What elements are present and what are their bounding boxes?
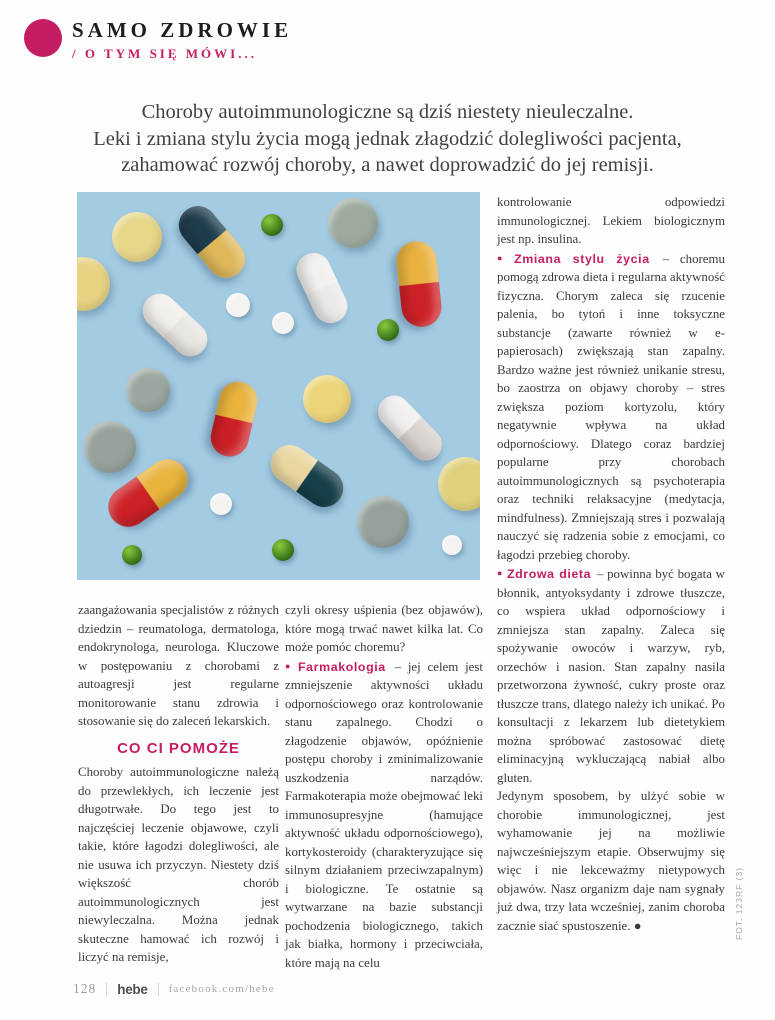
mini-pill — [226, 293, 250, 317]
capsule-pill — [171, 198, 253, 285]
capsule-pill — [136, 287, 215, 364]
paragraph: Choroby autoimmunologiczne należą do przewlekłych, ich leczenie jest długotrwałe. Do tego jest to najczęściej leczenie objawowe, czyli takie, które łagodzi dolegliwości, ale nie usuwa ich przyczyn. Niestety dziś większość chorób autoimmunologicznych jest niewyleczalna. Można jednak skuteczne hamować ich rozwój i liczyć na remisje, — [78, 765, 279, 964]
bullet-label: Zdrowa dieta — [506, 567, 592, 581]
tablet-pill — [126, 368, 170, 412]
section-topic: / O TYM SIĘ MÓWI... — [72, 46, 257, 61]
bullet-text: – choremu pomogą zdrowa dieta i regularna aktywność fizyczna. Chorym zaleca się rzucenie palenia, bo tytoń i inne toksyczne substancje (zawarte również w e-papierosach) zwiększają stan zapalny. Bardzo ważne jest również unikanie stresu, bo zaostrza on objawy choroby – stres zwiększa poziom kortyzolu, który negatywnie wpływa na układ odpornościowy. Dlatego coraz bardziej popularne przy chorobach autoimmunologicznych są psychoterapia oraz techniki relaksacyjne (medytacja, mindfulness). Zmniejszają stres i pozwalają nauczyć się radzenia sobie z emocjami, co łagodzi przebieg choroby. — [497, 251, 726, 562]
capsule-pill — [291, 247, 353, 328]
paragraph: kontrolowanie odpowiedzi immunologicznej. Lekiem biologicznym jest np. insulina. — [497, 195, 725, 246]
tablet-pill — [328, 198, 378, 248]
page-number: 128 — [73, 981, 97, 996]
bullet-icon: ● — [497, 252, 511, 263]
pills-photo — [77, 192, 480, 580]
mini-pill — [272, 312, 294, 334]
gel-pill — [122, 545, 142, 565]
bullet-text: – jej celem jest zmniejszenie aktywności układu odpornościowego oraz kontrolowanie stanu zapalnego. Chodzi o złagodzenie objawów, opóźnienie postępu choroby i zminimalizowanie uszkodzenia narządów. Farmakoterapia może obejmować leki immunosupresyjne (hamujące aktywność układu odpornościowego), kortykosteroidy (charakteryzujące się silnym działaniem przeciwzapalnym) i biologiczne. Te ostatnie są wytwarzane na bazie substancji pochodzenia biologicznego, takich jak białka, hormony i przeciwciała, które mają na celu — [285, 659, 483, 970]
section-title: SAMO ZDROWIE — [72, 18, 293, 42]
mini-pill — [210, 493, 232, 515]
capsule-pill — [395, 239, 444, 329]
column-left — [78, 601, 279, 967]
headline-line-2: Leki i zmiana stylu życia mogą jednak złagodzić dolegliwości pacjenta, — [93, 127, 682, 150]
bullet-icon: ● — [285, 660, 295, 671]
gel-pill — [377, 319, 399, 341]
headline-line-3: zahamować rozwój choroby, a nawet doprowadzić do jej remisji. — [121, 154, 654, 176]
gel-pill — [261, 214, 283, 236]
tablet-pill — [357, 496, 409, 548]
paragraph: zaangażowania specjalistów z różnych dziedzin – reumatologa, dermatologa, endokrynologa, neurologa. Kluczowe w postępowaniu z chorobami z autoagresji jest regularne monitorowanie stanu zdrowia i stosowanie się do zaleceń lekarskich. — [78, 603, 279, 728]
brand-dot-icon — [24, 19, 62, 57]
mini-pill — [442, 535, 462, 555]
tablet-pill — [77, 257, 110, 311]
capsule-pill — [207, 378, 261, 461]
tablet-pill — [303, 375, 351, 423]
page-footer — [73, 981, 275, 997]
bullet-paragraph — [285, 657, 483, 973]
column-right — [497, 193, 725, 935]
footer-divider — [106, 983, 107, 996]
bullet-label: Farmakologia — [298, 659, 386, 674]
tablet-pill — [112, 212, 162, 262]
bullet-paragraph — [497, 249, 725, 565]
headline-line-1: Choroby autoimmunologiczne są dziś niestety nieuleczalne. — [141, 101, 634, 123]
capsule-pill — [263, 437, 350, 514]
column-middle — [285, 601, 483, 972]
article-headline — [40, 99, 735, 179]
footer-divider — [158, 983, 159, 996]
tablet-pill — [438, 457, 480, 511]
bullet-label: Zmiana stylu życia — [514, 251, 650, 266]
bullet-paragraph — [497, 564, 725, 787]
bullet-text: – powinna być bogata w błonnik, antyoksydanty i zdrowe tłuszcze, co wspiera układ odpornościowy i zmniejsza stan zapalny. Zaleca się spożywanie owoców i warzyw, ryb, orzechów i nasion. Stan zapalny nasila przetworzona żywność, cukry proste oraz tłuszcze trans, dlatego należy ich unikać. Po konsultacji z lekarzem lub dietetykiem można spróbować zastosować dietę eliminacyjną wykluczającą nabiał albo gluten. — [497, 567, 725, 785]
tablet-pill — [84, 421, 136, 473]
hebe-logo: hebe — [117, 981, 148, 997]
paragraph: Jedynym sposobem, by ulżyć sobie w chorobie immunologicznej, jest wyhamowanie jej na możliwie najwcześniejszym etapie. Obserwujmy się więc i nie lekceważmy nietypowych objawów. Nasz organizm daje nam sygnały już dwa, trzy lata wcześniej, zanim choroba zacznie siać spustoszenie. ● — [497, 789, 725, 933]
facebook-link[interactable]: facebook.com/hebe — [168, 983, 275, 995]
capsule-pill — [371, 389, 448, 467]
bullet-icon: ● — [497, 568, 503, 578]
paragraph: czyli okresy uśpienia (bez objawów), które mogą trwać nawet kilka lat. Co może pomóc choremu? — [285, 603, 483, 654]
subheading-co-ci-pomoze: CO CI POMOŻE — [117, 739, 240, 757]
gel-pill — [272, 539, 294, 561]
photo-credit: FOT. 123RF (3) — [734, 866, 744, 940]
